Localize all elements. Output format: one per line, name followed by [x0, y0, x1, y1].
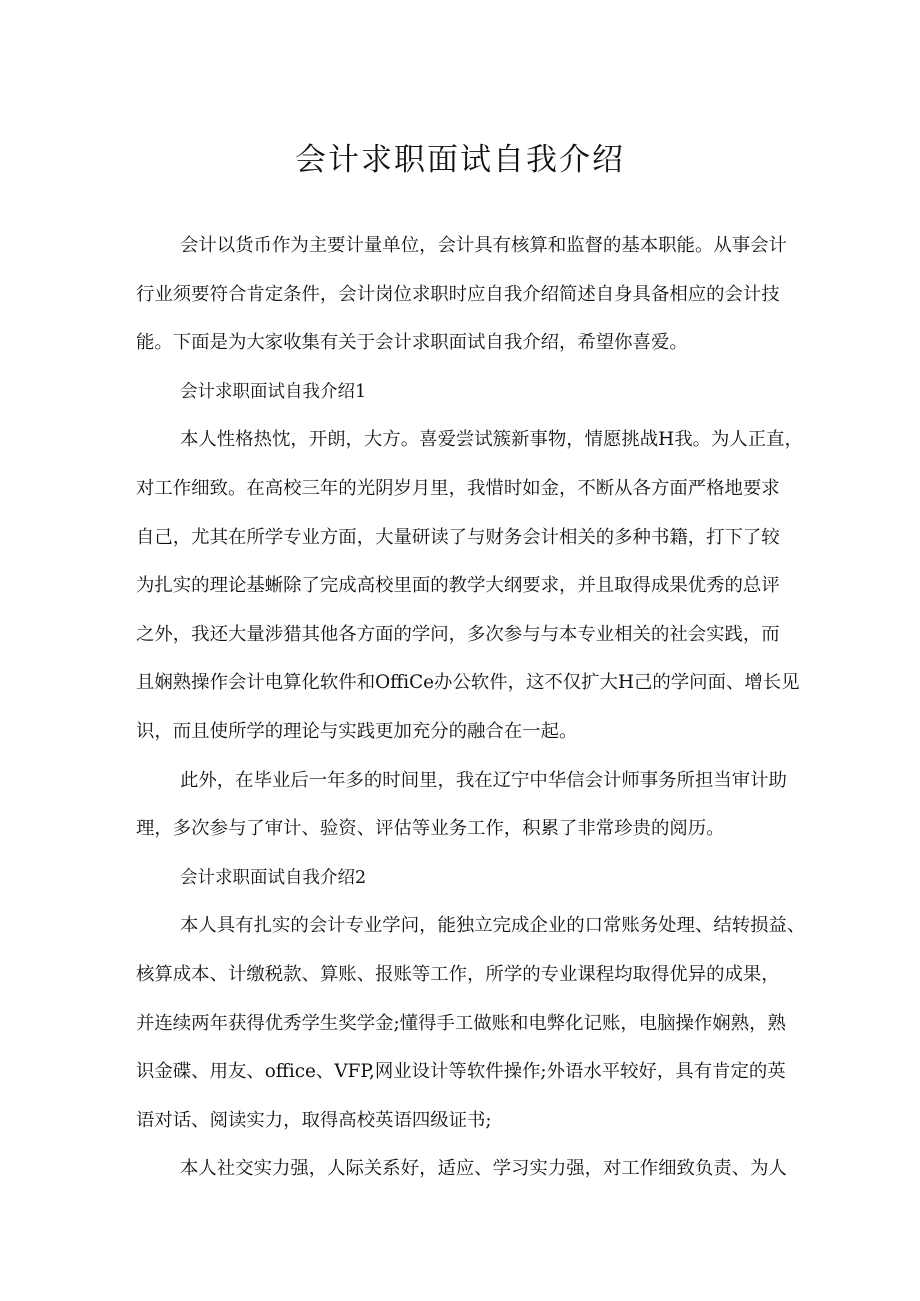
paragraph-line: 此外，在毕业后一年多的时间里，我在辽宁中华信会计师事务所担当审计助 [180, 769, 787, 791]
section-heading: 会计求职面试自我介绍2 [180, 867, 367, 888]
paragraph-line: 识金碟、用友、office、VFP,网业设计等软件操作;外语水平较好，具有肯定的英 [136, 1061, 786, 1083]
section-heading: 会计求职面试自我介绍1 [180, 381, 367, 402]
paragraph-line: 为扎实的理论基蜥除了完成高校里面的教学大纲要求，并且取得成果优秀的总评 [136, 575, 780, 597]
paragraph-line: 语对话、阅读实力，取得高校英语四级证书; [136, 1109, 492, 1131]
paragraph-line: 并连续两年获得优秀学生奖学金;懂得手工做账和电弊化记账，电脑操作娴熟，熟 [136, 1012, 786, 1034]
paragraph-line: 之外，我还大量涉猎其他各方面的学问，多次参与与本专业相关的社会实践，而 [136, 623, 780, 645]
paragraph-line: 本人性格热忱，开朗，大方。喜爱尝试簇新事物，情愿挑战H我。为人正直， [180, 429, 803, 451]
paragraph-line: 自己，尤其在所学专业方面，大量研读了与财务会计相关的多种书籍，打下了较 [136, 526, 780, 548]
paragraph-line: 识，而且使所学的理论与实践更加充分的融合在一起。 [136, 720, 578, 742]
paragraph-line: 会计以货币作为主要计量单位，会计具有核算和监督的基本职能。从事会计 [180, 235, 787, 256]
paragraph-line: 行业须要符合肯定条件，会计岗位求职时应自我介绍简述自身具备相应的会计技 [136, 283, 780, 305]
document-title: 会计求职面试自我介绍 [295, 142, 625, 178]
paragraph-line: 能。下面是为大家收集有关于会计求职面试自我介绍，希望你喜爱。 [136, 332, 688, 354]
paragraph-line: 本人具有扎实的会计专业学问，能独立完成企业的口常账务处理、结转损益、 [180, 915, 806, 937]
paragraph-line: 本人社交实力强，人际关系好，适应、学习实力强，对工作细致负责、为人 [180, 1158, 787, 1180]
paragraph-line: 核算成本、计缴税款、算账、报账等工作，所学的专业课程均取得优异的成果， [136, 963, 780, 985]
paragraph-line: 理，多次参与了审计、验资、评估等业务工作，积累了非常珍贵的阅历。 [136, 818, 725, 840]
document-body [136, 222, 806, 1194]
paragraph-line: 且娴熟操作会计电算化软件和OffiCe办公软件，这不仅扩大H己的学问面、增长见 [136, 672, 800, 694]
paragraph-line: 对工作细致。在高校三年的光阴岁月里，我惜时如金，不断从各方面严格地要求 [136, 477, 780, 499]
